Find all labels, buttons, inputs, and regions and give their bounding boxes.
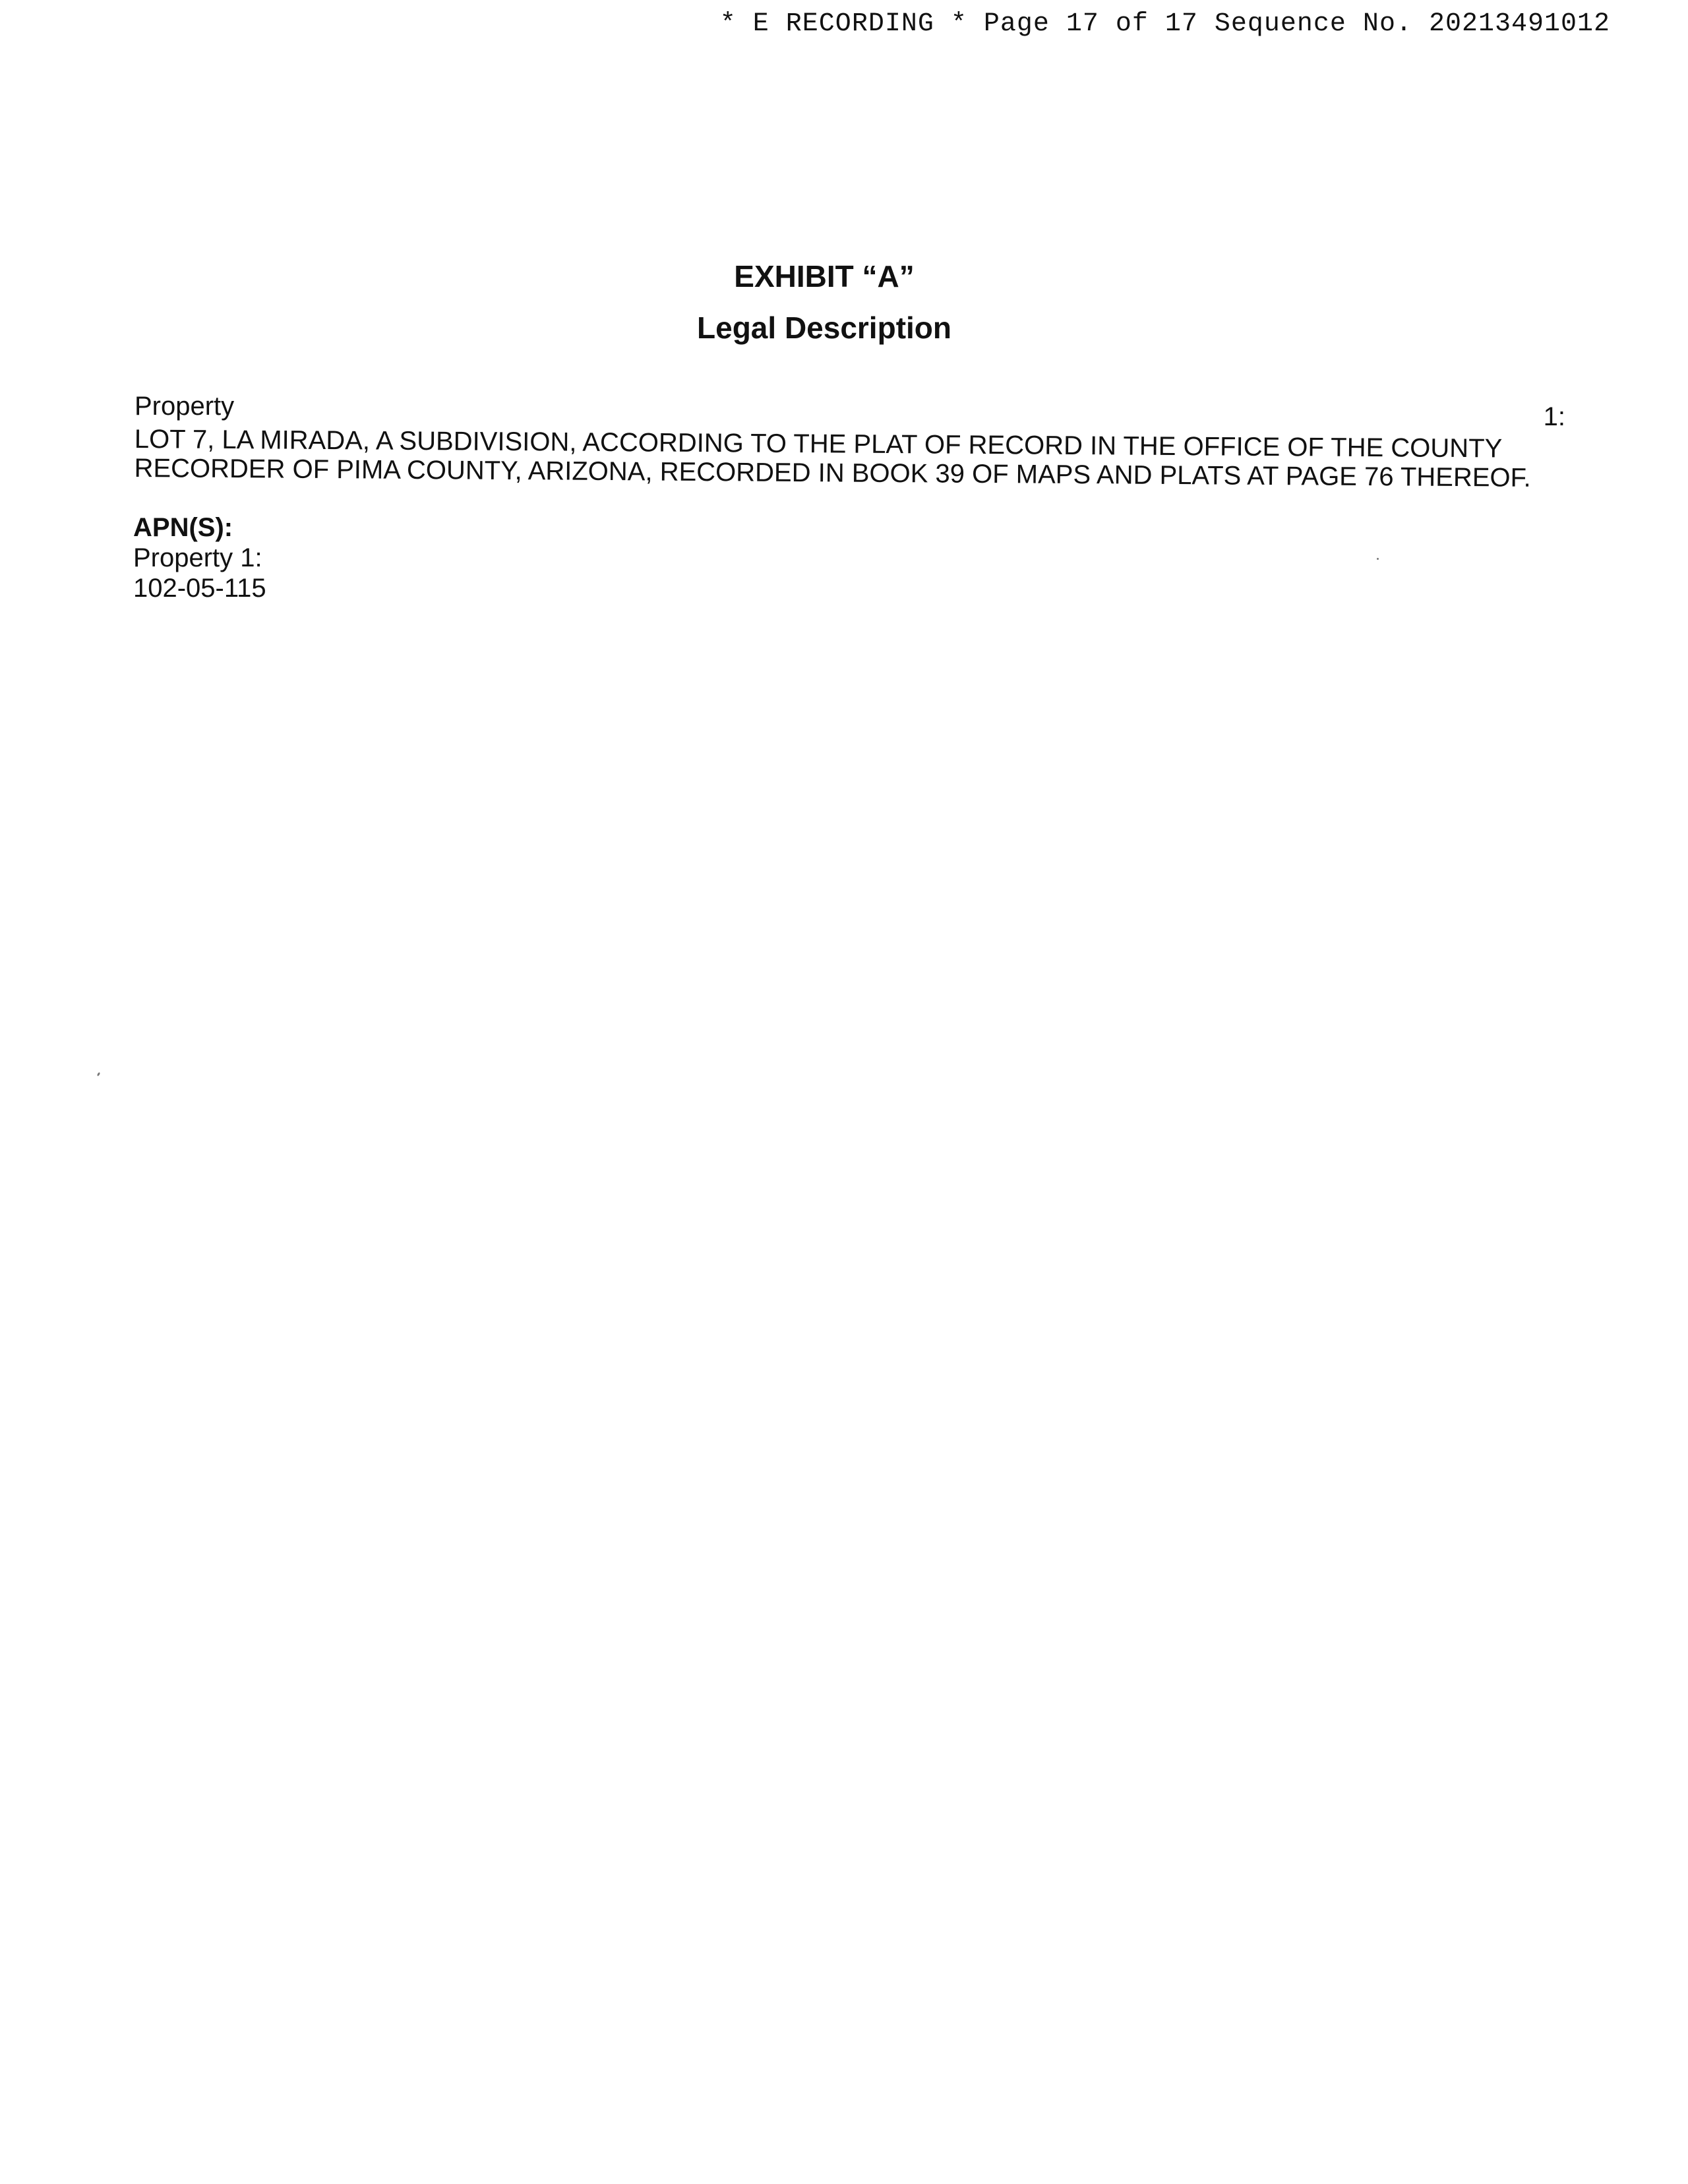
- scan-speck: [1377, 558, 1379, 560]
- apn-heading: APN(S):: [133, 513, 233, 542]
- apn-number: 102-05-115: [133, 574, 266, 603]
- scan-speck: [97, 1072, 101, 1077]
- exhibit-subtitle: Legal Description: [697, 311, 951, 345]
- property-label: Property: [135, 392, 235, 421]
- recording-header: * E RECORDING * Page 17 of 17 Sequence No. 20213491012: [719, 9, 1610, 39]
- legal-description-line: RECORDER OF PIMA COUNTY, ARIZONA, RECORDED IN BOOK 39 OF MAPS AND PLATS AT PAGE 76 THEREOF.: [134, 453, 1531, 493]
- legal-description-line: LOT 7, LA MIRADA, A SUBDIVISION, ACCORDING TO THE PLAT OF RECORD IN THE OFFICE OF THE COUNTY: [134, 425, 1503, 464]
- property-heading-row: [135, 392, 1579, 431]
- apn-property-label: Property 1:: [133, 543, 262, 572]
- property-number: 1:: [1543, 402, 1565, 431]
- exhibit-title: EXHIBIT “A”: [734, 259, 915, 293]
- legal-description: [134, 425, 1585, 493]
